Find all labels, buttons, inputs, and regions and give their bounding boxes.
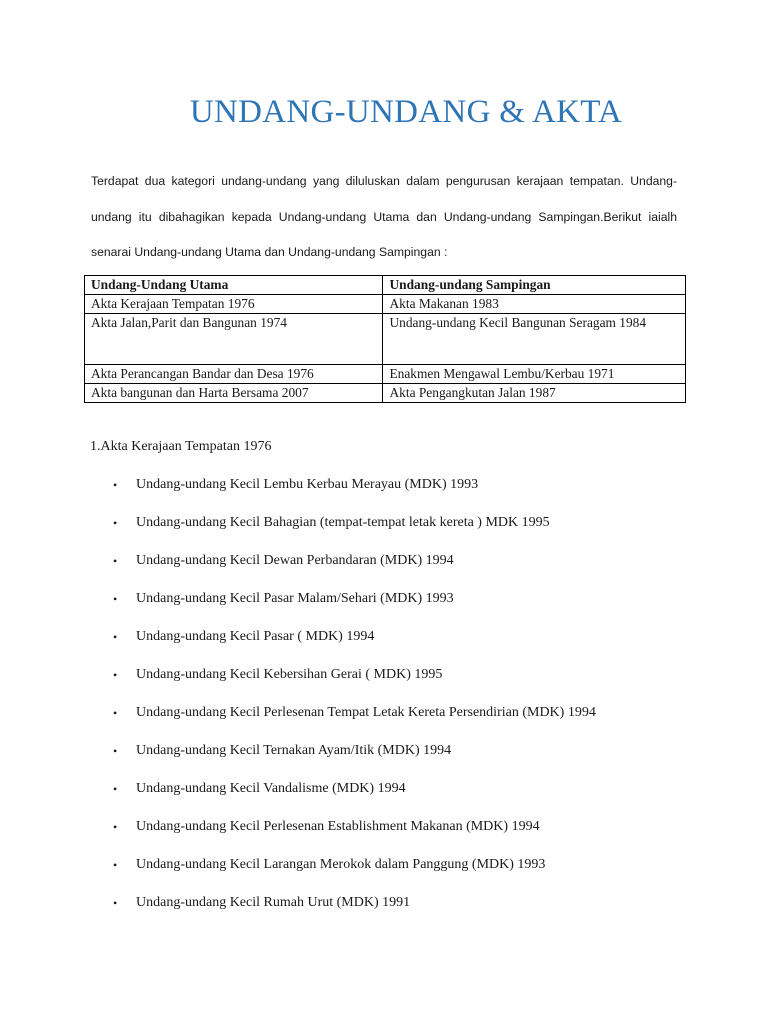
table-row (85, 295, 686, 314)
list-item (113, 740, 696, 778)
list-item-text: Undang-undang Kecil Bahagian (tempat-tempat letak kereta ) MDK 1995 (136, 515, 550, 530)
table-header-row (85, 276, 686, 295)
header-subsidiary-laws: Undang-undang Sampingan (383, 276, 686, 295)
list-item-text: Undang-undang Kecil Ternakan Ayam/Itik (MDK) 1994 (136, 743, 452, 758)
list-item-text: Undang-undang Kecil Perlesenan Establishment Makanan (MDK) 1994 (136, 819, 540, 834)
list-item-text: Undang-undang Kecil Pasar Malam/Sehari (MDK) 1993 (136, 591, 454, 606)
list-item-text: Undang-undang Kecil Rumah Urut (MDK) 1991 (136, 895, 411, 910)
list-item-text: Undang-undang Kecil Pasar ( MDK) 1994 (136, 629, 375, 644)
bullet-icon: • (113, 820, 118, 834)
bullet-icon: • (113, 516, 118, 530)
bylaw-list (113, 474, 696, 930)
list-item (113, 892, 696, 930)
list-item (113, 550, 696, 588)
table-cell: Akta Pengangkutan Jalan 1987 (383, 384, 686, 403)
list-item (113, 816, 696, 854)
table-row (85, 314, 686, 365)
bullet-icon: • (113, 554, 118, 568)
table-row (85, 384, 686, 403)
list-item (113, 588, 696, 626)
table-cell: Akta Makanan 1983 (383, 295, 686, 314)
list-item-text: Undang-undang Kecil Perlesenan Tempat Letak Kereta Persendirian (MDK) 1994 (136, 705, 596, 720)
table-row (85, 365, 686, 384)
list-item (113, 512, 696, 550)
bullet-icon: • (113, 592, 118, 606)
table-cell: Akta Jalan,Parit dan Bangunan 1974 (85, 314, 383, 365)
bullet-icon: • (113, 478, 118, 492)
section-heading: 1.Akta Kerajaan Tempatan 1976 (90, 439, 272, 454)
bullet-icon: • (113, 744, 118, 758)
list-item-text: Undang-undang Kecil Dewan Perbandaran (MDK) 1994 (136, 553, 454, 568)
bullet-icon: • (113, 668, 118, 682)
table-cell: Akta Kerajaan Tempatan 1976 (85, 295, 383, 314)
list-item-text: Undang-undang Kecil Kebersihan Gerai ( MDK) 1995 (136, 667, 443, 682)
page-title: UNDANG-UNDANG & AKTA (189, 94, 623, 130)
list-item-text: Undang-undang Kecil Larangan Merokok dalam Panggung (MDK) 1993 (136, 857, 546, 872)
bullet-icon: • (113, 858, 118, 872)
list-item (113, 474, 696, 512)
bullet-icon: • (113, 896, 118, 910)
list-item (113, 702, 696, 740)
table-cell: Akta Perancangan Bandar dan Desa 1976 (85, 365, 383, 384)
list-item (113, 778, 696, 816)
table-cell: Akta bangunan dan Harta Bersama 2007 (85, 384, 383, 403)
list-item-text: Undang-undang Kecil Lembu Kerbau Merayau (MDK) 1993 (136, 477, 479, 492)
bullet-icon: • (113, 706, 118, 720)
table-cell: Enakmen Mengawal Lembu/Kerbau 1971 (383, 365, 686, 384)
table-cell: Undang-undang Kecil Bangunan Seragam 1984 (383, 314, 686, 365)
intro-paragraph: Terdapat dua kategori undang-undang yang diluluskan dalam pengurusan kerajaan tempatan. Undang-undang itu dibahagikan kepada Undang-undang Utama dan Undang-undang Sampingan.Berikut iaialh senarai Undang-undang Utama dan Undang-undang Sampingan : (91, 174, 677, 259)
list-item (113, 854, 696, 892)
list-item (113, 626, 696, 664)
header-main-laws: Undang-Undang Utama (85, 276, 383, 295)
list-item (113, 664, 696, 702)
list-item-text: Undang-undang Kecil Vandalisme (MDK) 1994 (136, 781, 406, 796)
bullet-icon: • (113, 630, 118, 644)
laws-table (84, 275, 686, 403)
bullet-icon: • (113, 782, 118, 796)
